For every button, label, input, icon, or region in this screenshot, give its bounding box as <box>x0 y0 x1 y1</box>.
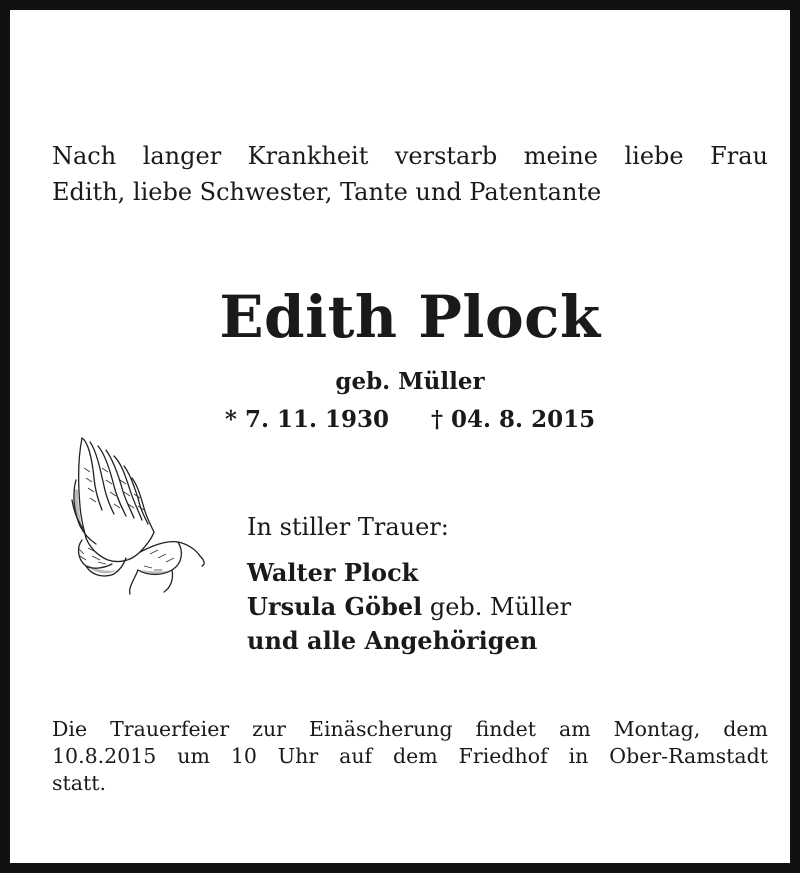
mourner-2 <box>247 590 747 624</box>
praying-hands-icon <box>68 428 212 598</box>
maiden-name: geb. Müller <box>335 368 485 395</box>
mourner-2-name: Ursula Göbel <box>247 592 423 621</box>
mourner-3 <box>247 624 747 658</box>
funeral-notice <box>52 716 768 797</box>
notice-line-2: 10.8.2015 um 10 Uhr auf dem Friedhof in Ober-Ramstadt <box>52 744 768 768</box>
notice-line-1: Die Trauerfeier zur Einäscherung findet am Montag, dem <box>52 717 768 741</box>
intro-text <box>52 138 768 210</box>
mourning-heading: In stiller Trauer: <box>247 513 449 541</box>
mourners-list <box>247 556 747 658</box>
intro-line-2: Edith, liebe Schwester, Tante und Patentante <box>52 178 602 206</box>
notice-line-3: statt. <box>52 771 106 795</box>
death-date: † 04. 8. 2015 <box>431 406 596 433</box>
mourner-2-suffix: geb. Müller <box>422 593 572 621</box>
deceased-name: Edith Plock <box>219 283 601 351</box>
birth-date: * 7. 11. 1930 <box>224 406 389 433</box>
mourner-1 <box>247 556 747 590</box>
mourner-3-name: und alle Angehörigen <box>247 626 538 655</box>
mourner-1-name: Walter Plock <box>247 558 419 587</box>
intro-line-1: Nach langer Krankheit verstarb meine liebe Frau <box>52 142 768 170</box>
